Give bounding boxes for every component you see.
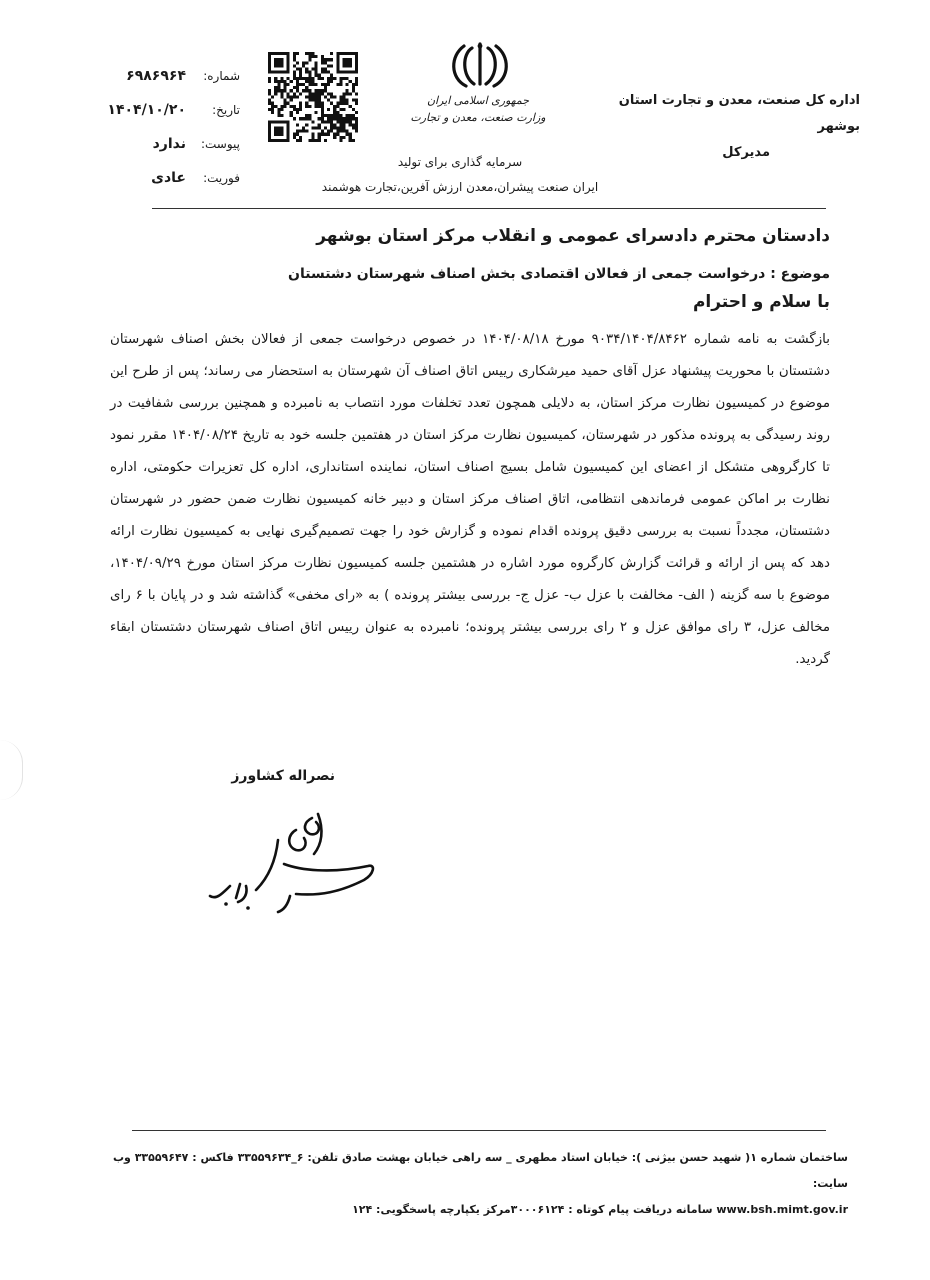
footer-contact-line	[88, 1197, 848, 1223]
sms-info: سامانه دریافت پیام کوتاه : ۳۰۰۰۶۱۲۴مرکز یکپارچه پاسخگویی: ۱۲۴	[352, 1203, 713, 1216]
ministry-label: وزارت صنعت، معدن و تجارت	[410, 111, 546, 124]
footer-address-line	[88, 1145, 848, 1197]
slogan-line-1: سرمایه گذاری برای تولید	[397, 155, 523, 169]
qr-code-icon	[268, 52, 358, 142]
meta-date-row	[100, 102, 240, 136]
addressee: دادستان محترم دادسرای عمومی و انقلاب مرکز استان بوشهر	[316, 226, 830, 246]
ministry-logo-text	[408, 92, 548, 126]
slogan-line-2: ایران صنعت پیشران،معدن ارزش آفرین،تجارت هوشمند	[321, 180, 599, 194]
meta-urgency-row	[100, 170, 240, 204]
meta-attachment-row	[100, 136, 240, 170]
number-label: شماره:	[203, 69, 240, 83]
attachment-label: پیوست:	[200, 137, 240, 151]
handwritten-signature	[200, 800, 390, 920]
republic-label: جمهوری اسلامی ایران	[426, 94, 530, 107]
website-link[interactable]: www.bsh.mimt.gov.ir	[716, 1203, 848, 1216]
meta-number-row	[100, 68, 240, 102]
letter-body: بازگشت به نامه شماره ۹۰۳۴/۱۴۰۴/۸۴۶۲ مورخ ۱۴۰۴/۰۸/۱۸ در خصوص درخواست جمعی از فعالان بخش اصناف شهرستان دشتستان با محوریت پیشنهاد عزل آقای حمید میرشکاری رییس اتاق اصناف آن شهرستان به استحضار می رساند؛ پس از طرح این موضوع در کمیسیون نظارت مرکز استان، به دلایلی همچون تعدد تخلفات مورد انتصاب به نامبرده و همچنین بررسی شفافیت در روند رسیدگی به پرونده مذکور در شهرستان، کمیسیون نظارت مرکز استان در هفتمین جلسه خود به تاریخ ۱۴۰۴/۰۸/۲۴ مقرر نمود تا کارگروهی متشکل از اعضای این کمیسیون شامل بسیج اصناف استان، نماینده استانداری، اداره کل تعزیرات حکومتی، اداره نظارت بر اماکن عمومی فرماندهی انتظامی، اتاق اصناف مرکز استان و دبیر خانه کمیسیون نظارت ضمن حضور در شهرستان دشتستان، مجدداً نسبت به بررسی دقیق پرونده اقدام نموده و گزارش خود را جهت تصمیم‌گیری نهایی به کمیسیون نظارت ارائه دهد که پس از ارائه و قرائت گزارش کارگروه مورد اشاره در هشتمین جلسه کمیسیون نظارت مرکز استان مورخ ۱۴۰۴/۰۹/۲۹، موضوع با سه گزینه ( الف- مخالفت با عزل ب- عزل ج- بررسی بیشتر پرونده ) به «رای مخفی» گذاشته شد و در پایان با ۶ رای مخالف عزل، ۳ رای موافق عزل و ۲ رای بررسی بیشتر پرونده؛ نامبرده به عنوان رییس اتاق اصناف شهرستان دشتستان ابقاء گردید.	[110, 332, 831, 667]
urgency-value: عادی	[151, 170, 186, 186]
organization-name: اداره کل صنعت، معدن و تجارت استان بوشهر	[618, 93, 860, 134]
organization-header	[600, 88, 860, 166]
attachment-value: ندارد	[152, 136, 186, 152]
date-label: تاریخ:	[212, 103, 240, 117]
greeting: با سلام و احترام	[692, 292, 830, 312]
number-value: ۶۹۸۶۹۶۴	[126, 68, 186, 84]
signer-name: نصراله کشاورز	[231, 768, 335, 784]
letter-meta	[100, 68, 240, 204]
urgency-label: فوریت:	[203, 171, 240, 185]
footer	[88, 1145, 848, 1223]
organization-role: مدیرکل	[722, 145, 770, 160]
footer-divider	[132, 1130, 826, 1131]
slogan	[300, 150, 620, 200]
subject-line: موضوع : درخواست جمعی از فعالان اقتصادی بخش اصناف شهرستان دشتستان	[288, 266, 830, 282]
iran-emblem-icon	[440, 40, 520, 90]
header-divider	[152, 208, 826, 209]
date-value: ۱۴۰۴/۱۰/۲۰	[107, 102, 186, 118]
scan-artifact	[0, 740, 23, 800]
footer-address: ساختمان شماره ۱( شهید حسن بیژنی ): خیابان استاد مطهری _ سه راهی خیابان بهشت صادق تلفن: ۶_۳۳۵۵۹۶۳۴ فاکس : ۳۳۵۵۹۶۴۷ وب سایت:	[112, 1151, 848, 1190]
